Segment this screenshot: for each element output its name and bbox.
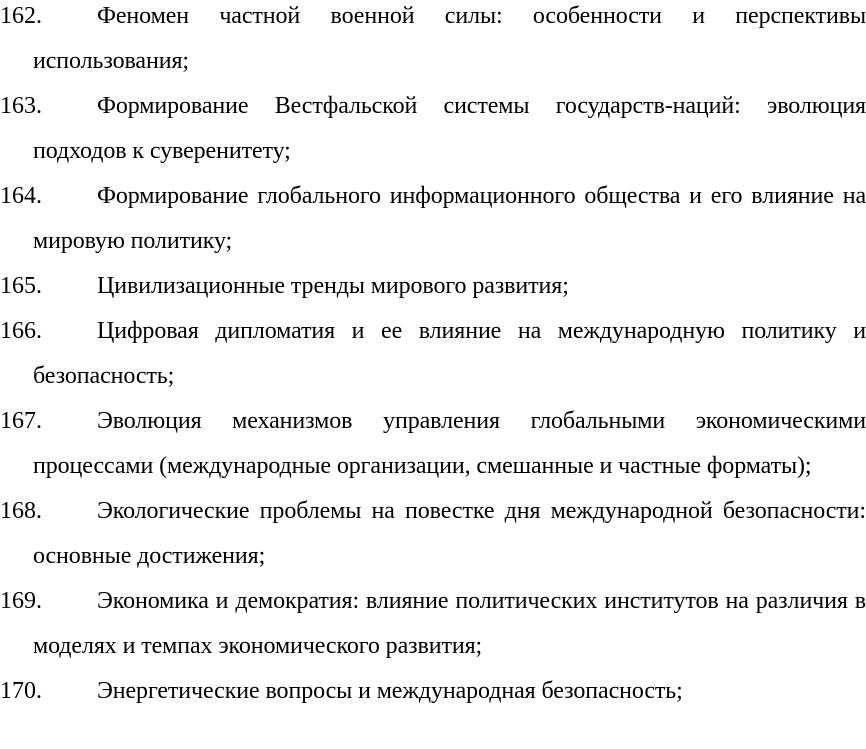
item-number: 163. xyxy=(0,93,42,119)
list-item xyxy=(0,84,866,174)
item-text: Феномен частной военной силы: особенности и перспективы использования; xyxy=(33,3,866,74)
item-number: 167. xyxy=(0,408,42,434)
list-item xyxy=(0,579,866,669)
list-item xyxy=(0,399,866,489)
list-item xyxy=(0,264,866,309)
item-text: Цифровая дипломатия и ее влияние на международную политику и безопасность; xyxy=(33,318,866,389)
list-item xyxy=(0,309,866,399)
item-number: 170. xyxy=(0,678,42,704)
item-number: 164. xyxy=(0,183,42,209)
item-number: 162. xyxy=(0,3,42,29)
item-text: Энергетические вопросы и международная безопасность; xyxy=(97,678,683,704)
item-text: Формирование глобального информационного общества и его влияние на мировую политику; xyxy=(33,183,866,254)
item-text: Эволюция механизмов управления глобальными экономическими процессами (международные организации, смешанные и частные форматы); xyxy=(33,408,866,479)
item-number: 165. xyxy=(0,273,42,299)
item-text: Экономика и демократия: влияние политических институтов на различия в моделях и темпах экономического развития; xyxy=(33,588,866,659)
item-text: Формирование Вестфальской системы государств-наций: эволюция подходов к суверенитету; xyxy=(33,93,866,164)
list-item xyxy=(0,489,866,579)
list-item xyxy=(0,174,866,264)
item-text: Цивилизационные тренды мирового развития; xyxy=(97,273,569,299)
item-number: 169. xyxy=(0,588,42,614)
item-text: Экологические проблемы на повестке дня международной безопасности: основные достижения; xyxy=(33,498,866,569)
list-item xyxy=(0,0,866,84)
item-number: 168. xyxy=(0,498,42,524)
list-item xyxy=(0,669,866,714)
item-number: 166. xyxy=(0,318,42,344)
